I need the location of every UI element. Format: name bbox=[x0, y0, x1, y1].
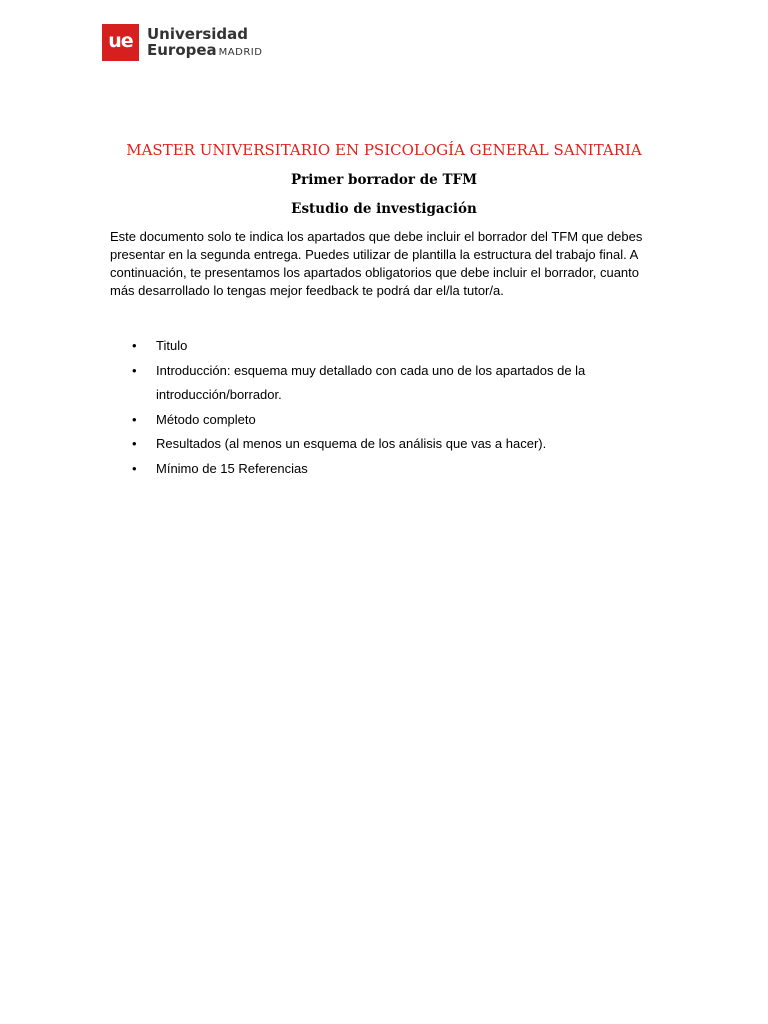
required-sections-list bbox=[110, 334, 655, 481]
logo-line2 bbox=[147, 42, 262, 61]
logo-brand: Europea bbox=[147, 41, 217, 59]
list-item bbox=[110, 457, 655, 482]
bullet-icon: • bbox=[132, 338, 137, 353]
list-item bbox=[110, 432, 655, 457]
list-item-text: Mínimo de 15 Referencias bbox=[156, 460, 308, 476]
list-item bbox=[110, 334, 655, 359]
bullet-icon: • bbox=[132, 411, 137, 427]
list-item bbox=[110, 359, 655, 408]
list-item-text: Resultados (al menos un esquema de los análisis que vas a hacer). bbox=[156, 436, 547, 451]
intro-paragraph: Este documento solo te indica los apartados que debe incluir el borrador del TFM que debes presentar en la segunda entrega. Puedes utilizar de plantilla la estructura del trabajo final. A continuación, te presentamos los apartados obligatorios que debe incluir el borrador, cuanto más desarrollado lo tengas mejor feedback te podrá dar el/la tutor/a. bbox=[110, 229, 643, 298]
document-subtitle-secondary: Estudio de investigación bbox=[291, 201, 477, 217]
list-item bbox=[110, 408, 655, 433]
bullet-icon: • bbox=[132, 362, 137, 378]
bullet-icon: • bbox=[132, 460, 137, 476]
list-item-text: Introducción: esquema muy detallado con cada uno de los apartados de la introducción/borrador. bbox=[156, 362, 586, 402]
logo-line1: Universidad bbox=[147, 25, 249, 43]
ue-logo-icon: ue bbox=[102, 24, 139, 61]
document-title: MASTER UNIVERSITARIO EN PSICOLOGÍA GENERAL SANITARIA bbox=[126, 141, 642, 159]
logo-city: MADRID bbox=[218, 47, 263, 58]
list-item-text: Titulo bbox=[156, 338, 188, 353]
bullet-icon: • bbox=[132, 436, 137, 451]
logo-wordmark bbox=[147, 26, 262, 61]
university-logo bbox=[102, 24, 262, 62]
list-item-text: Método completo bbox=[156, 411, 256, 427]
document-subtitle: Primer borrador de TFM bbox=[290, 172, 478, 188]
